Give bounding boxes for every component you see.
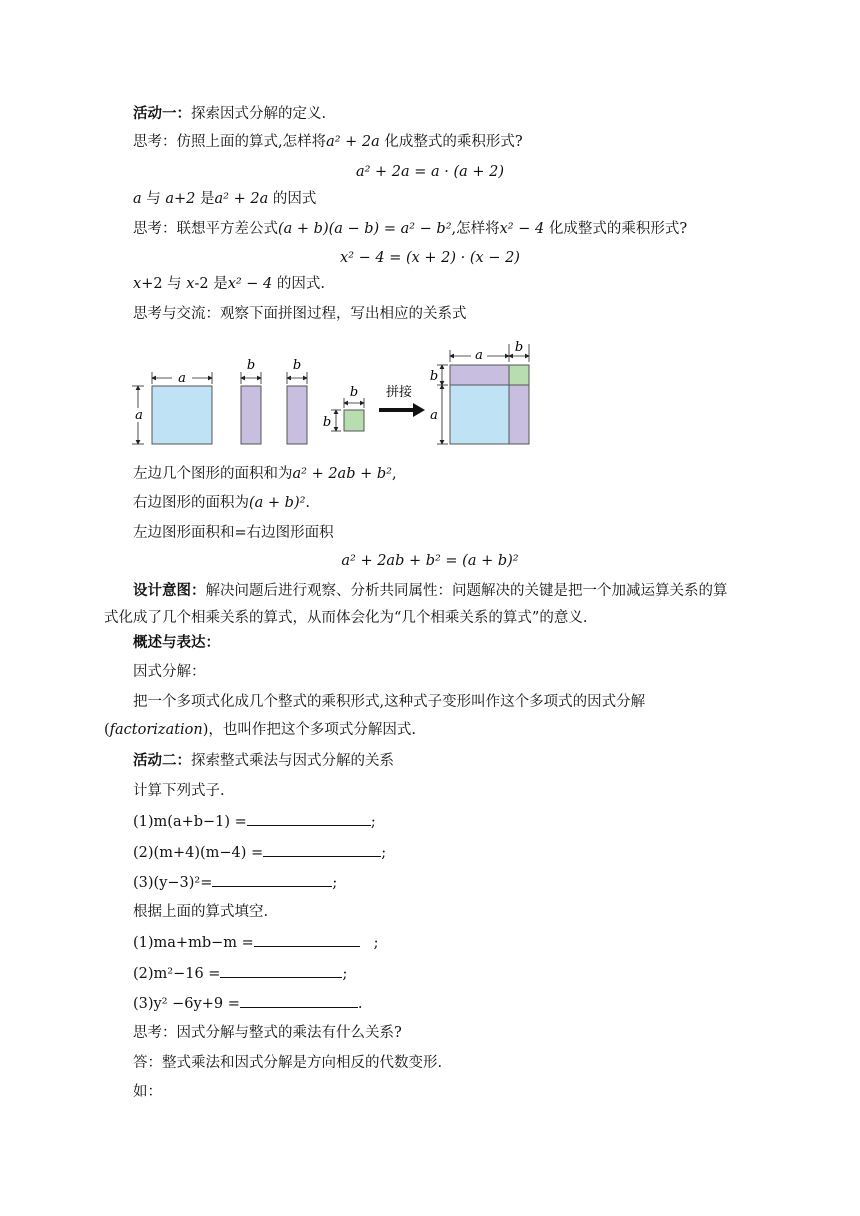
fill-blank-1[interactable]	[254, 932, 360, 947]
factor1-expr: a² + 2a	[214, 191, 269, 207]
combined-square	[430, 340, 529, 444]
compute-end-1: ;	[370, 814, 376, 830]
definition-line-2	[104, 720, 416, 740]
design-line-1	[133, 581, 728, 601]
compute-label: 计算下列式子.	[133, 783, 225, 799]
factorization-label: 因式分解：	[133, 664, 206, 680]
think2-expr: (a + b)(a − b) = a² − b²	[278, 221, 452, 237]
fill-blank-3[interactable]	[240, 993, 358, 1008]
factor1-is: 是	[195, 191, 215, 207]
answer-blank-3[interactable]	[212, 872, 332, 887]
label-a: a	[430, 408, 438, 423]
activity2-title: 探索整式乘法与因式分解的关系	[191, 753, 394, 769]
design-heading: 设计意图：	[133, 583, 206, 599]
arrow-label: 拼接	[385, 385, 413, 400]
example-line: 如：	[133, 1084, 162, 1100]
definition-open: (	[104, 722, 110, 738]
right-area-line	[133, 493, 310, 513]
factor1-b: a+2	[165, 191, 196, 207]
fill-item-1	[133, 932, 379, 953]
fill-end-3: .	[357, 996, 363, 1012]
compute-item-1	[133, 811, 376, 832]
answer-blank-1[interactable]	[247, 811, 371, 826]
label-b: b	[429, 369, 439, 384]
left-area-text: 左边几个图形的面积和为	[133, 466, 293, 482]
fill-label: 根据上面的算式填空.	[133, 904, 269, 920]
factor1-mid: 与	[141, 191, 166, 207]
puzzle-diagram	[128, 340, 548, 450]
think2-mid: ,怎样将	[451, 221, 500, 237]
think2-expr2: x² − 4	[499, 221, 545, 237]
think1-text: 思考：仿照上面的算式,怎样将	[133, 134, 327, 150]
formula-3: a² + 2ab + b² = (a + b)²	[341, 553, 519, 569]
compute-item-2	[133, 842, 386, 863]
factor1-post: 的因式	[268, 191, 317, 207]
think3-line: 思考：因式分解与整式的乘法有什么关系?	[133, 1025, 402, 1041]
compute-expr-2: (2)(m+4)(m−4) =	[133, 845, 264, 861]
factor2-a: x	[133, 276, 142, 292]
design-text-1: 解决问题后进行观察、分析共同属性：问题解决的关键是把一个加减运算关系的算	[205, 583, 728, 599]
right-area-post: .	[305, 495, 311, 511]
activity2-heading: 活动二：	[133, 753, 191, 769]
answer-blank-2[interactable]	[263, 842, 381, 857]
label-a: a	[135, 408, 143, 423]
design-line-2: 式化成了几个相乘关系的算式，从而体会化为“几个相乘关系的算式”的意义.	[104, 610, 588, 626]
definition-line-1: 把一个多项式化成几个整式的乘积形式,这种式子变形叫作这个多项式的因式分解	[133, 694, 646, 710]
left-area-post: ,	[391, 466, 397, 482]
factor1-line	[133, 189, 316, 209]
fill-item-3	[133, 993, 362, 1014]
fill-expr-1: (1)ma+mb−m =	[133, 935, 254, 951]
right-area-expr: (a + b)²	[249, 495, 306, 511]
square-b	[323, 385, 364, 431]
square-a	[132, 370, 212, 444]
answer-line: 答：整式乘法和因式分解是方向相反的代数变形.	[133, 1055, 443, 1071]
compute-end-3: ;	[332, 875, 338, 891]
label-b: b	[349, 385, 359, 400]
factor2-b: x	[186, 276, 195, 292]
equal-area-line: 左边图形面积和=右边图形面积	[133, 525, 334, 541]
think2-text: 思考：联想平方差公式	[133, 221, 278, 237]
label-b: b	[514, 340, 524, 355]
rect-ab-1	[241, 358, 261, 444]
fill-expr-2: (2)m²−16 =	[133, 966, 221, 982]
definition-term: factorization	[109, 722, 203, 738]
fill-blank-2[interactable]	[220, 963, 342, 978]
label-b: b	[322, 415, 332, 430]
factor2-expr: x² − 4	[227, 276, 273, 292]
exchange-line: 思考与交流：观察下面拼图过程，写出相应的关系式	[133, 306, 467, 322]
activity2-line	[133, 751, 394, 771]
think2-post: 化成整式的乘积形式?	[544, 221, 688, 237]
left-area-line	[133, 464, 397, 484]
label-a: a	[475, 348, 483, 363]
summary-heading: 概述与表达：	[133, 635, 220, 651]
compute-item-3	[133, 872, 337, 893]
activity1-heading: 活动一：	[133, 106, 191, 122]
think1-expr: a² + 2a	[326, 134, 380, 150]
factor2-a2: +2 与	[141, 276, 187, 292]
left-area-expr: a² + 2ab + b²	[292, 466, 392, 482]
factor2-b2: -2 是	[194, 276, 228, 292]
fill-item-2	[133, 963, 347, 984]
factor1-a: a	[133, 191, 142, 207]
activity1-line	[133, 104, 326, 124]
formula-1: a² + 2a = a · (a + 2)	[355, 164, 505, 180]
join-arrow	[379, 384, 425, 417]
fill-end-2: ;	[342, 966, 348, 982]
compute-end-2: ;	[381, 845, 387, 861]
compute-expr-3: (3)(y−3)²=	[133, 875, 213, 891]
formula-2: x² − 4 = (x + 2) · (x − 2)	[340, 250, 520, 266]
think1-post: 化成整式的乘积形式?	[379, 134, 523, 150]
compute-expr-1: (1)m(a+b−1) =	[133, 814, 247, 830]
label-b: b	[246, 358, 256, 373]
factor2-line	[133, 274, 325, 294]
think1-line	[133, 132, 523, 152]
right-area-text: 右边图形的面积为	[133, 495, 249, 511]
fill-expr-3: (3)y² −6y+9 =	[133, 996, 240, 1012]
activity1-title: 探索因式分解的定义.	[191, 106, 327, 122]
think2-line	[133, 219, 687, 239]
rect-ab-2	[287, 358, 307, 444]
factor2-post: 的因式.	[272, 276, 326, 292]
fill-end-1: ;	[359, 935, 379, 951]
label-a: a	[178, 371, 186, 386]
definition-text-2: )，也叫作把这个多项式分解因式.	[202, 722, 417, 738]
label-b: b	[292, 358, 302, 373]
